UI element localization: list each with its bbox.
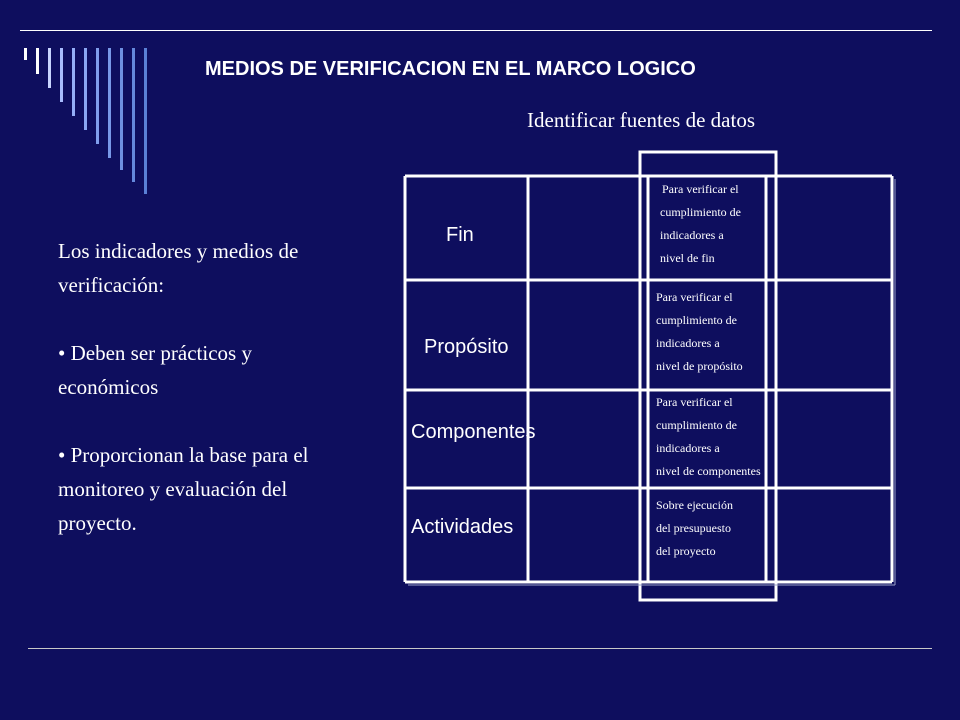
cell-actividades-line-1: Sobre ejecución	[656, 498, 733, 512]
row-label-actividades: Actividades	[411, 516, 514, 538]
cell-componentes-line-3: indicadores a	[656, 441, 720, 455]
cell-fin-line-2: cumplimiento de	[660, 205, 741, 219]
cell-componentes-line-1: Para verificar el	[656, 395, 733, 409]
cell-actividades	[656, 494, 733, 563]
cell-actividades-line-3: del proyecto	[656, 544, 716, 558]
row-label-componentes: Componentes	[411, 421, 536, 443]
cell-componentes	[656, 391, 761, 483]
bullet-2-line-1: • Proporcionan la base para el	[58, 443, 309, 467]
row-label-proposito: Propósito	[424, 336, 509, 358]
cell-proposito-line-4: nivel de propósito	[656, 359, 743, 373]
intro-line-1: Los indicadores y medios de	[58, 239, 299, 263]
bullet-1-line-2: económicos	[58, 375, 159, 399]
left-text-block	[58, 234, 358, 540]
cell-fin-line-3: indicadores a	[660, 228, 724, 242]
bullet-2-line-3: proyecto.	[58, 511, 137, 535]
cell-actividades-line-2: del presupuesto	[656, 521, 731, 535]
row-label-fin: Fin	[446, 224, 474, 246]
top-divider	[20, 30, 932, 31]
cell-fin	[660, 178, 741, 270]
cell-componentes-line-4: nivel de componentes	[656, 464, 761, 478]
bullet-2-line-2: monitoreo y evaluación del	[58, 477, 288, 501]
cell-componentes-line-2: cumplimiento de	[656, 418, 737, 432]
cell-proposito-line-3: indicadores a	[656, 336, 720, 350]
bullet-1-line-1: • Deben ser prácticos y	[58, 341, 252, 365]
cell-fin-line-4: nivel de fin	[660, 251, 715, 265]
bottom-divider	[28, 648, 932, 649]
cell-proposito	[656, 286, 743, 378]
slide-title: MEDIOS DE VERIFICACION EN EL MARCO LOGICO	[205, 58, 696, 80]
intro-line-2: verificación:	[58, 273, 165, 297]
cell-proposito-line-1: Para verificar el	[656, 290, 733, 304]
cell-fin-line-1: Para verificar el	[662, 182, 739, 196]
matrix-subtitle: Identificar fuentes de datos	[527, 108, 755, 132]
cell-proposito-line-2: cumplimiento de	[656, 313, 737, 327]
